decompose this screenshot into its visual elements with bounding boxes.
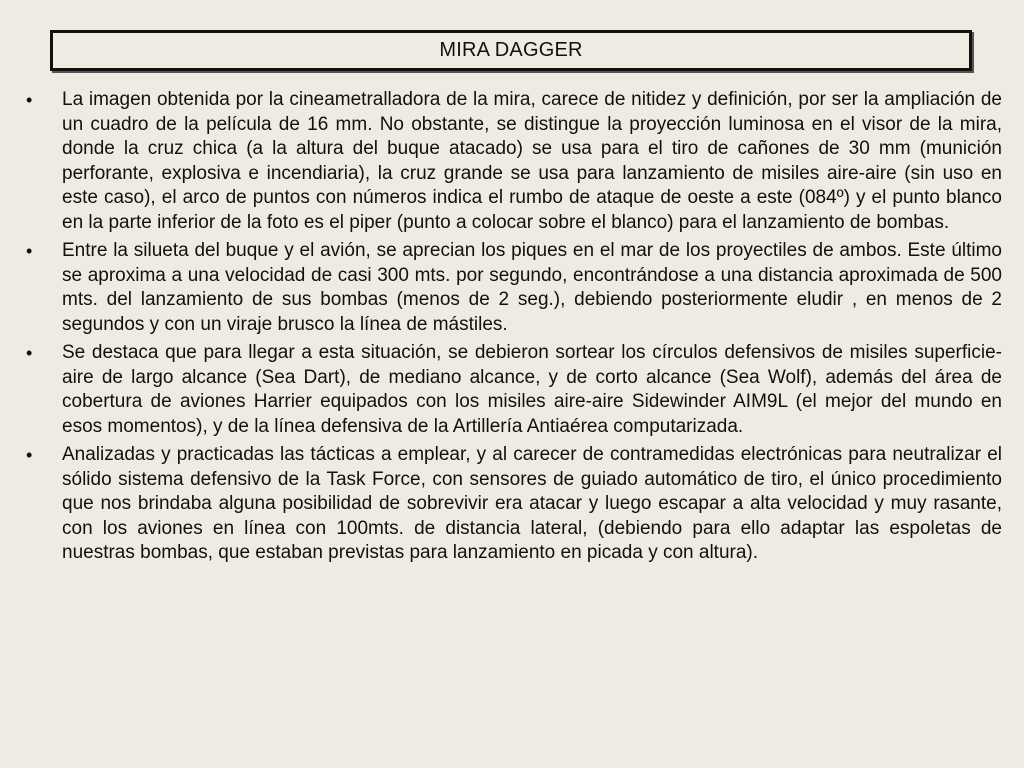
slide-title: MIRA DAGGER bbox=[439, 39, 583, 61]
bullet-text-3: Se destaca que para llegar a esta situación, se debieron sortear los círculos defensivos de misiles superficie-aire de largo alcance (Sea Dart), de mediano alcance, y de corto alcance (Sea Wolf), además del área de cobertura de aviones Harrier equipados con los misiles aire-aire Sidewinder AIM9L (el mejor del mundo en esos momentos), y de la línea defensiva de la Artillería Antiaérea computarizada. bbox=[62, 342, 1002, 437]
bullet-icon: • bbox=[26, 90, 33, 110]
bullet-icon: • bbox=[26, 343, 33, 363]
bullet-item-2 bbox=[24, 239, 1002, 337]
bullet-item-3 bbox=[24, 341, 1002, 439]
bullet-text-1: La imagen obtenida por la cineametralladora de la mira, carece de nitidez y definición, por ser la ampliación de un cuadro de la película de 16 mm. No obstante, se distingue la proyección luminosa en el visor de la mira, donde la cruz chica (a la altura del buque atacado) se usa para el tiro de cañones de 30 mm (munición perforante, explosiva e incendiaria), la cruz grande se usa para lanzamiento de misiles aire-aire (sin uso en este caso), el arco de puntos con números indica el rumbo de ataque de oeste a este (084º) y el punto blanco en la parte inferior de la foto es el piper (punto a colocar sobre el blanco) para el lanzamiento de bombas. bbox=[62, 89, 1002, 233]
bullet-list bbox=[24, 88, 1002, 570]
bullet-text-4: Analizadas y practicadas las tácticas a emplear, y al carecer de contramedidas electrónicas para neutralizar el sólido sistema defensivo de la Task Force, con sensores de guiado automático de tiro, el único procedimiento que nos brindaba alguna posibilidad de sobrevivir era atacar y luego escapar a alta velocidad y muy rasante, con los aviones en línea con 100mts. de distancia lateral, (debiendo para ello adaptar las espoletas de nuestras bombas, que estaban previstas para lanzamiento en picada y con altura). bbox=[62, 444, 1002, 563]
bullet-item-4 bbox=[24, 443, 1002, 566]
bullet-text-2: Entre la silueta del buque y el avión, se aprecian los piques en el mar de los proyectiles de ambos. Este último se aproxima a una velocidad de casi 300 mts. por segundo, encontrándose a una distancia aproximada de 500 mts. del lanzamiento de sus bombas (menos de 2 seg.), debiendo posteriormente eludir , en menos de 2 segundos y con un viraje brusco la línea de mástiles. bbox=[62, 240, 1002, 335]
title-box bbox=[50, 30, 972, 71]
bullet-icon: • bbox=[26, 241, 33, 261]
bullet-item-1 bbox=[24, 88, 1002, 235]
bullet-icon: • bbox=[26, 445, 33, 465]
